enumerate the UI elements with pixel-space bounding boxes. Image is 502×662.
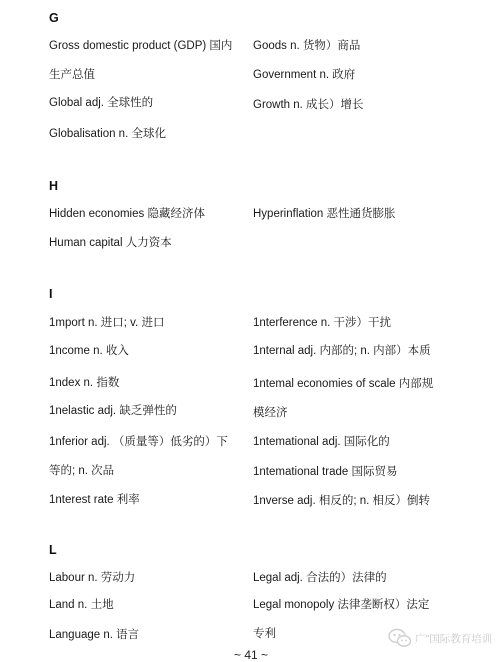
- entry-inelastic: 1nelastic adj. 缺乏弹性的: [49, 405, 177, 417]
- entry-interest-rate: 1nterest rate 利率: [49, 494, 140, 506]
- entry-growth: Growth n. 成长）增长: [253, 99, 364, 111]
- entry-internal: 1nternal adj. 内部的; n. 内部）本质: [253, 345, 431, 357]
- entry-international-trade: 1ntemational trade 国际贸易: [253, 466, 398, 478]
- entry-goods: Goods n. 货物）商品: [253, 40, 361, 52]
- section-heading-i: I: [49, 287, 53, 301]
- entry-gdp-continued: 生产总值: [49, 69, 95, 81]
- entry-legal-monopoly: Legal monopoly 法律垄断权）法定: [253, 599, 430, 611]
- entry-index: 1ndex n. 指数: [49, 377, 120, 389]
- entry-globalisation: Globalisation n. 全球化: [49, 128, 166, 140]
- watermark-text: 广"国际教育培训: [415, 632, 493, 645]
- entry-hyperinflation: Hyperinflation 恶性通货膨胀: [253, 208, 396, 220]
- entry-inferior: 1nferior adj. （质量等）低劣的）下: [49, 436, 228, 448]
- section-heading-g: G: [49, 11, 59, 25]
- entry-labour: Labour n. 劳动力: [49, 572, 136, 584]
- watermark: [388, 626, 492, 650]
- entry-government: Government n. 政府: [253, 69, 356, 81]
- entry-human-capital: Human capital 人力资本: [49, 237, 172, 249]
- entry-gdp: Gross domestic product (GDP) 国内: [49, 40, 233, 52]
- entry-import: 1mport n. 进口; v. 进口: [49, 317, 165, 329]
- entry-international: 1ntemational adj. 国际化的: [253, 436, 390, 448]
- entry-internal-economies-continued: 模经济: [253, 407, 288, 419]
- entry-inverse: 1nverse adj. 相反的; n. 相反）倒转: [253, 495, 431, 507]
- entry-hidden-economies: Hidden economies 隐藏经济体: [49, 208, 205, 220]
- wechat-logo-icon: [388, 628, 412, 648]
- entry-legal-monopoly-continued: 专利: [253, 628, 276, 640]
- entry-global: Global adj. 全球性的: [49, 97, 154, 109]
- page-number: ~ 41 ~: [233, 648, 269, 662]
- section-heading-h: H: [49, 179, 59, 193]
- entry-language: Language n. 语言: [49, 629, 140, 641]
- entry-internal-economies: 1ntemal economies of scale 内部规: [253, 378, 434, 390]
- section-heading-l: L: [49, 543, 57, 557]
- entry-legal: Legal adj. 合法的）法律的: [253, 572, 387, 584]
- entry-income: 1ncome n. 收入: [49, 345, 129, 357]
- entry-land: Land n. 土地: [49, 599, 114, 611]
- entry-interference: 1nterference n. 干涉）干扰: [253, 317, 392, 329]
- entry-inferior-continued: 等的; n. 次品: [49, 465, 115, 477]
